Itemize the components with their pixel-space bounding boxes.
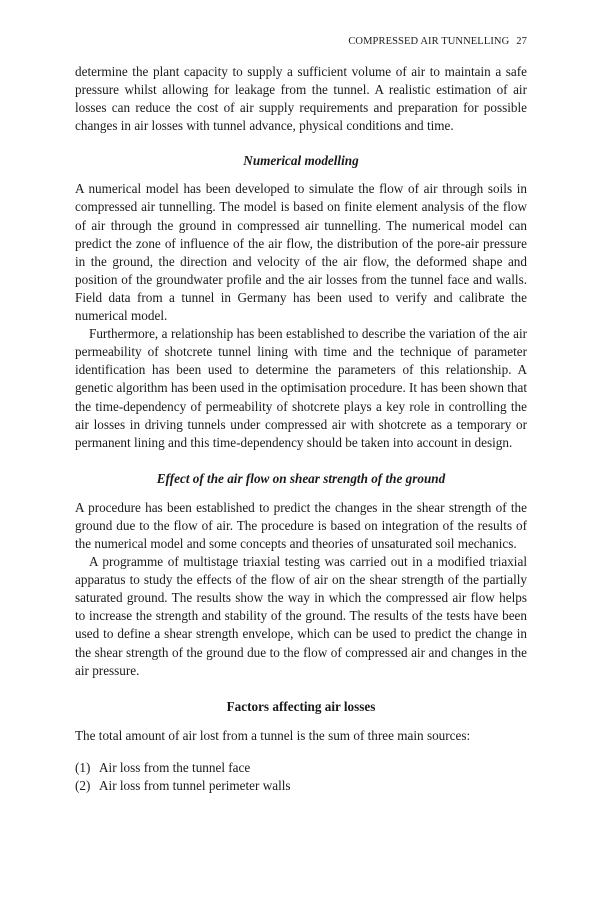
paragraph-numerical-model: A numerical model has been developed to simulate the flow of air through soils in compressed air tunnelling. The model is based on finite element analysis of the flow of air through the ground in compressed air tunnelling. The numerical model can predict the zone of influence of the air flow, the distribution of the pore-air pressure in the ground, the direction and velocity of the air flow, the deformed shape and position of the groundwater profile and the air losses from the tunnel face and walls. Field data from a tunnel in Germany has been used to verify and calibrate the numerical model. (75, 181, 527, 324)
page-body (75, 63, 527, 795)
running-head (348, 36, 527, 47)
list-item-number: (1) (75, 759, 91, 775)
paragraph-total-air-lost: The total amount of air lost from a tunnel is the sum of three main sources: (75, 727, 471, 743)
air-loss-sources-list (75, 759, 527, 796)
list-item (75, 777, 527, 795)
heading-factors-air-losses: Factors affecting air losses (226, 698, 376, 714)
heading-shear-strength: Effect of the air flow on shear strength of the ground (156, 470, 446, 486)
list-item-text: Air loss from tunnel perimeter walls (99, 778, 291, 794)
paragraph-triaxial-testing: A programme of multistage triaxial testing was carried out in a modified triaxial apparatus to study the effects of the flow of air on the shear strength of the partially saturated ground. The results show the way in which the compressed air flow helps to increase the strength and stability of the ground. The results of the tests have been used to define a shear strength envelope, which can be used to predict the change in the shear strength of the ground due to the flow of compressed air and changes in the air pressure. (75, 554, 527, 678)
heading-numerical-modelling: Numerical modelling (243, 153, 359, 169)
page-number: 27 (516, 36, 527, 47)
list-item (75, 759, 527, 777)
list-item-number: (2) (75, 778, 91, 794)
paragraph-shear-procedure: A procedure has been established to predict the changes in the shear strength of the ground due to the flow of air. The procedure is based on integration of the results of the numerical model and some concepts and theories of unsaturated soil mechanics. (75, 499, 527, 551)
paragraph-shotcrete-permeability: Furthermore, a relationship has been established to describe the variation of the air permeability of shotcrete tunnel lining with time and the technique of parameter identification has been used to determine the parameters of this relationship. A genetic algorithm has been used in the optimisation procedure. It has been shown that the time-dependency of permeability of shotcrete plays a key role in controlling the air losses in driving tunnels under compressed air with shotcrete as a temporary or permanent lining and this time-dependency should be taken into account in design. (75, 326, 527, 450)
paragraph-plant-capacity: determine the plant capacity to supply a sufficient volume of air to maintain a safe pressure whilst allowing for leakage from the tunnel. A realistic estimation of air losses can reduce the cost of air supply requirements and preparation for possible changes in air losses with tunnel advance, physical conditions and time. (75, 64, 527, 134)
list-item-text: Air loss from the tunnel face (99, 759, 251, 775)
running-head-title: COMPRESSED AIR TUNNELLING (348, 36, 510, 47)
